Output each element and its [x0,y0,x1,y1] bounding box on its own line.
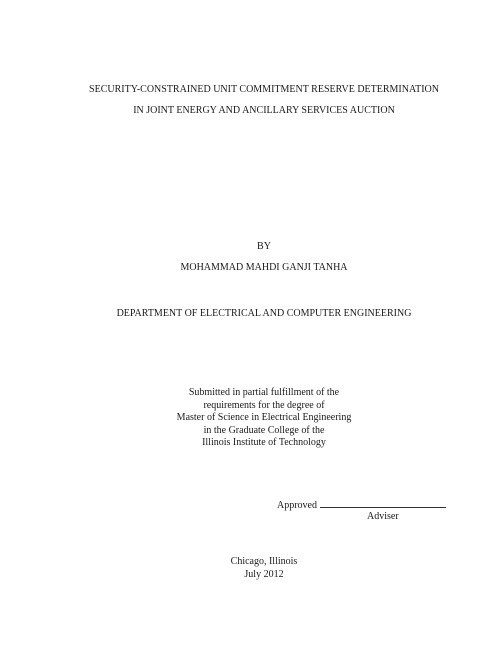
location: Chicago, Illinois [230,556,298,567]
submission-statement [0,387,500,450]
submission-line-4: in the Graduate College of the [203,424,325,436]
adviser-label: Adviser [367,511,399,522]
thesis-title-line-2: IN JOINT ENERGY AND ANCILLARY SERVICES AUCTION [133,105,395,116]
department-name: DEPARTMENT OF ELECTRICAL AND COMPUTER ENGINEERING [116,308,412,319]
approved-label: Approved [277,500,317,511]
submission-line-1: Submitted in partial fulfillment of the [188,387,340,398]
submission-line-2: requirements for the degree of [203,399,325,411]
submission-line-5: Illinois Institute of Technology [202,437,326,448]
author-name: MOHAMMAD MAHDI GANJI TANHA [180,262,348,273]
submission-line-3: Master of Science in Electrical Engineering [176,412,352,423]
thesis-title-line-1: SECURITY-CONSTRAINED UNIT COMMITMENT RESERVE DETERMINATION [89,84,439,95]
approval-signature-line [277,498,446,512]
by-label: BY [257,241,271,252]
signature-underline [320,498,446,508]
date: July 2012 [244,568,284,580]
location-and-date [0,556,500,581]
